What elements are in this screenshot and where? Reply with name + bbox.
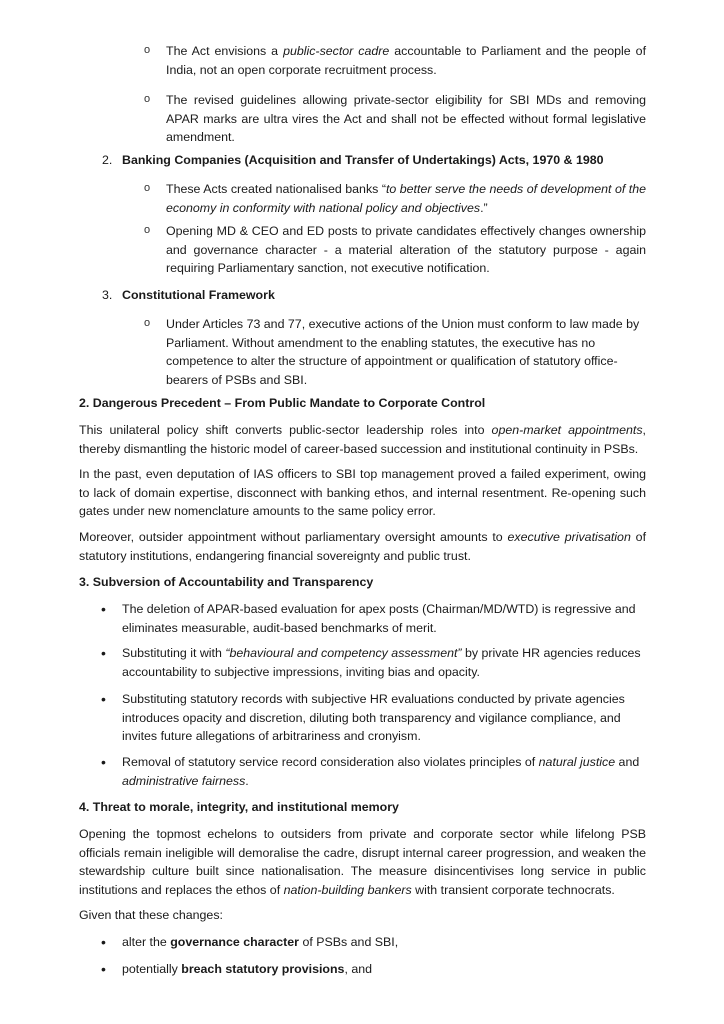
paragraph: Given that these changes: [79,908,223,922]
bullet-marker: • [101,754,106,770]
act-point-2: The revised guidelines allowing private-sector eligibility for SBI MDs and removing APAR marks are ultra vires the Act and shall not be effected without formal legislative amendment. [166,93,646,144]
sub-bullet-marker: o [144,317,151,329]
paragraph: This unilateral policy shift converts public-sector leadership roles into open-market appointments, thereby dismantling the historic model of career-based succession and institutional continuity in PSBs. [79,423,646,456]
item2-point-1: These Acts created nationalised banks “to better serve the needs of development of the economy in conformity with national policy and objectives.” [166,182,647,215]
section-heading: 2. Dangerous Precedent – From Public Mandate to Corporate Control [79,396,486,410]
bullet-item: alter the governance character of PSBs and SBI, [122,935,399,949]
bullet-item: Substituting statutory records with subjective HR evaluations conducted by private agencies introduces opacity and discretion, diluting both transparency and vigilance compliance, and invites future allegations of arbitrariness and cronyism. [122,692,625,743]
bullet-marker: • [101,691,106,707]
paragraph: In the past, even deputation of IAS officers to SBI top management proved a failed experiment, owing to lack of domain expertise, disconnect with banking ethos, and internal resentment. Re-opening such gates under new nomenclature amounts to the same policy error. [79,467,646,518]
item3-point-1: Under Articles 73 and 77, executive actions of the Union must conform to law made by Parliament. Without amendment to the enabling statutes, the executive has no competence to alter the structure of appointment or qualification of statutory office-bearers of PSBs and SBI. [166,317,640,387]
sub-bullet-marker: o [144,93,151,105]
bullet-item: Removal of statutory service record consideration also violates principles of natural justice and administrative fairness. [122,755,640,788]
act-point-1: The Act envisions a public-sector cadre accountable to Parliament and the people of India, not an open corporate recruitment process. [166,44,647,77]
bullet-marker: • [101,645,106,661]
sub-bullet-marker: o [144,224,151,236]
sub-bullet-marker: o [144,44,151,56]
section-heading: 3. Subversion of Accountability and Transparency [79,575,374,589]
paragraph: Opening the topmost echelons to outsiders from private and corporate sector while lifelong PSB officials remain ineligible will demoralise the cadre, disrupt internal career progression, and weaken the stewardship culture built since nationalisation. The measure disincentivises long service in public institutions and replaces the ethos of nation-building bankers with transient corporate technocrats. [79,827,646,897]
item-title: Constitutional Framework [122,288,275,302]
item-number: 2. [102,153,113,167]
bullet-item: The deletion of APAR-based evaluation for apex posts (Chairman/MD/WTD) is regressive and eliminates measurable, audit-based benchmarks of merit. [122,602,636,635]
sub-bullet-marker: o [144,182,151,194]
bullet-item: potentially breach statutory provisions, and [122,962,372,976]
paragraph: Moreover, outsider appointment without parliamentary oversight amounts to executive privatisation of statutory institutions, endangering financial sovereignty and public trust. [79,530,647,563]
section-heading: 4. Threat to morale, integrity, and institutional memory [79,800,399,814]
bullet-marker: • [101,934,106,950]
item-title: Banking Companies (Acquisition and Transfer of Undertakings) Acts, 1970 & 1980 [122,153,604,167]
item-number: 3. [102,288,113,302]
item2-point-2: Opening MD & CEO and ED posts to private candidates effectively changes ownership and governance character - a material alteration of the statutory purpose - again requiring Parliamentary sanction, not executive notification. [166,224,646,275]
bullet-marker: • [101,961,106,977]
bullet-item: Substituting it with “behavioural and competency assessment” by private HR agencies reduces accountability to subjective impressions, inviting bias and opacity. [122,646,641,679]
bullet-marker: • [101,601,106,617]
